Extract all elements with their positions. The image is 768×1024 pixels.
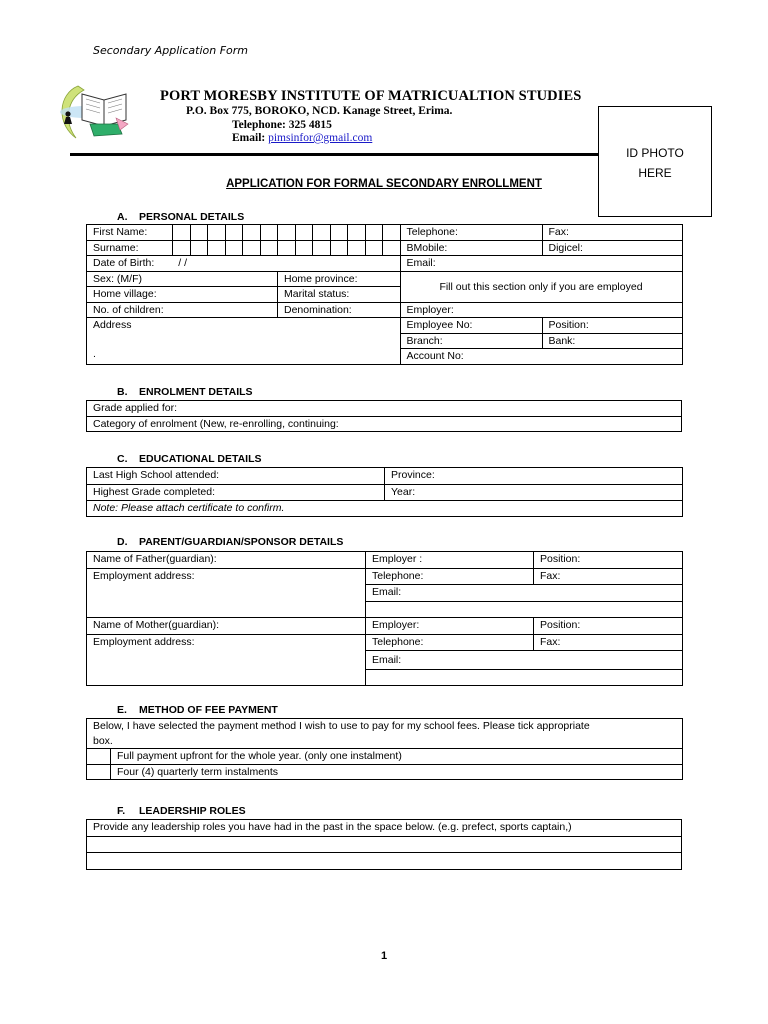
- section-b-heading: [117, 386, 253, 398]
- surname-box[interactable]: [383, 240, 401, 256]
- marital-status-field[interactable]: Marital status:: [278, 287, 401, 303]
- section-title: ENROLMENT DETAILS: [139, 386, 253, 398]
- institute-name: PORT MORESBY INSTITUTE OF MATRICUALTION STUDIES: [160, 88, 582, 104]
- surname-box[interactable]: [330, 240, 348, 256]
- father-email-field[interactable]: Email:: [366, 585, 683, 602]
- home-village-field[interactable]: Home village:: [87, 287, 278, 303]
- first-name-box[interactable]: [365, 225, 383, 241]
- mother-employment-address-field[interactable]: Employment address:: [87, 634, 366, 686]
- denomination-field[interactable]: Denomination:: [278, 302, 401, 318]
- mother-telephone-field[interactable]: Telephone:: [366, 634, 534, 651]
- sex-field[interactable]: Sex: (M/F): [87, 271, 278, 287]
- surname-box[interactable]: [190, 240, 208, 256]
- first-name-box[interactable]: [383, 225, 401, 241]
- section-c-heading: [117, 453, 262, 465]
- highest-grade-field[interactable]: Highest Grade completed:: [87, 484, 385, 501]
- first-name-box[interactable]: [190, 225, 208, 241]
- surname-box[interactable]: [365, 240, 383, 256]
- father-extra-line[interactable]: [366, 601, 683, 618]
- first-name-box[interactable]: [330, 225, 348, 241]
- employer-field[interactable]: Employer:: [400, 302, 682, 318]
- province-field[interactable]: Province:: [385, 468, 683, 485]
- last-school-field[interactable]: Last High School attended:: [87, 468, 385, 485]
- email-link[interactable]: pimsinfor@gmail.com: [268, 132, 373, 144]
- address-label: Address: [93, 319, 132, 331]
- institute-telephone: Telephone: 325 4815: [232, 119, 332, 131]
- full-payment-option: Full payment upfront for the whole year. (only one instalment): [111, 749, 683, 765]
- grade-applied-field[interactable]: Grade applied for:: [87, 401, 682, 417]
- children-field[interactable]: No. of children:: [87, 302, 278, 318]
- surname-box[interactable]: [313, 240, 331, 256]
- surname-box[interactable]: [243, 240, 261, 256]
- section-title: METHOD OF FEE PAYMENT: [139, 704, 278, 716]
- email-field[interactable]: Email:: [400, 256, 682, 272]
- enrolment-category-field[interactable]: Category of enrolment (New, re-enrolling, continuing:: [87, 416, 682, 432]
- educational-details-table: [86, 467, 683, 517]
- employee-no-field[interactable]: Employee No:: [400, 318, 542, 334]
- leadership-intro: Provide any leadership roles you have had in the past in the space below. (e.g. prefect, sports captain,): [87, 820, 682, 837]
- mother-position-field[interactable]: Position:: [534, 618, 683, 635]
- fee-intro-line1: Below, I have selected the payment method I wish to use to pay for my school fees. Please tick appropriate: [93, 720, 590, 732]
- section-letter: A.: [117, 211, 128, 223]
- section-letter: C.: [117, 453, 128, 465]
- first-name-box[interactable]: [260, 225, 278, 241]
- fee-payment-table: [86, 718, 683, 780]
- personal-details-table: [86, 224, 683, 365]
- bmobile-field[interactable]: BMobile:: [400, 240, 542, 256]
- telephone-field[interactable]: Telephone:: [400, 225, 542, 241]
- full-payment-checkbox[interactable]: [87, 749, 111, 765]
- section-a-heading: [117, 211, 244, 223]
- father-name-field[interactable]: Name of Father(guardian):: [87, 552, 366, 569]
- dob-separators: / /: [178, 257, 188, 269]
- institute-address: P.O. Box 775, BOROKO, NCD. Kanage Street, Erima.: [186, 105, 453, 117]
- surname-box[interactable]: [278, 240, 296, 256]
- section-e-heading: [117, 704, 278, 716]
- father-employment-address-field[interactable]: Employment address:: [87, 568, 366, 618]
- form-tag: Secondary Application Form: [93, 44, 249, 57]
- surname-box[interactable]: [295, 240, 313, 256]
- institute-logo: [48, 80, 158, 144]
- section-title: PARENT/GUARDIAN/SPONSOR DETAILS: [139, 536, 344, 548]
- surname-box[interactable]: [208, 240, 226, 256]
- first-name-box[interactable]: [313, 225, 331, 241]
- fee-payment-intro: [87, 719, 683, 749]
- certificate-note: Note: Please attach certificate to confirm.: [87, 501, 683, 517]
- id-photo-box: [598, 106, 712, 217]
- first-name-box[interactable]: [348, 225, 366, 241]
- photo-label-2: HERE: [638, 166, 672, 180]
- mother-email-field[interactable]: Email:: [366, 651, 683, 670]
- email-label: Email:: [232, 132, 269, 144]
- mother-fax-field[interactable]: Fax:: [534, 634, 683, 651]
- section-letter: B.: [117, 386, 128, 398]
- quarterly-payment-option: Four (4) quarterly term instalments: [111, 764, 683, 780]
- leadership-line[interactable]: [87, 836, 682, 853]
- first-name-box[interactable]: [295, 225, 313, 241]
- father-position-field[interactable]: Position:: [534, 552, 683, 569]
- first-name-box[interactable]: [173, 225, 191, 241]
- account-no-field[interactable]: Account No:: [400, 349, 682, 365]
- first-name-box[interactable]: [208, 225, 226, 241]
- surname-box[interactable]: [260, 240, 278, 256]
- form-title: [0, 178, 768, 190]
- mother-extra-line[interactable]: [366, 669, 683, 686]
- address-dot: .: [93, 348, 96, 360]
- surname-box[interactable]: [173, 240, 191, 256]
- first-name-box[interactable]: [225, 225, 243, 241]
- first-name-label: First Name:: [87, 225, 173, 241]
- surname-label: Surname:: [87, 240, 173, 256]
- section-d-heading: [117, 536, 343, 548]
- parent-details-table: [86, 551, 683, 686]
- section-title: LEADERSHIP ROLES: [139, 805, 246, 817]
- first-name-box[interactable]: [243, 225, 261, 241]
- institute-email: [232, 132, 372, 144]
- section-letter: E.: [117, 704, 127, 716]
- surname-box[interactable]: [348, 240, 366, 256]
- leadership-line[interactable]: [87, 853, 682, 870]
- dob-field[interactable]: [87, 256, 401, 272]
- mother-employer-field[interactable]: Employer:: [366, 618, 534, 635]
- father-fax-field[interactable]: Fax:: [534, 568, 683, 585]
- father-telephone-field[interactable]: Telephone:: [366, 568, 534, 585]
- photo-label-1: ID PHOTO: [626, 146, 684, 160]
- enrolment-details-table: [86, 400, 682, 432]
- fee-intro-line2: box.: [93, 734, 113, 747]
- position-field[interactable]: Position:: [542, 318, 682, 334]
- form-title-text: APPLICATION FOR FORMAL SECONDARY ENROLLMENT: [226, 178, 542, 190]
- address-field[interactable]: [87, 318, 401, 365]
- father-employer-field[interactable]: Employer :: [366, 552, 534, 569]
- surname-box[interactable]: [225, 240, 243, 256]
- bank-field[interactable]: Bank:: [542, 333, 682, 349]
- section-letter: D.: [117, 536, 128, 548]
- section-title: EDUCATIONAL DETAILS: [139, 453, 262, 465]
- dob-label: Date of Birth:: [93, 257, 155, 269]
- quarterly-payment-checkbox[interactable]: [87, 764, 111, 780]
- section-letter: F.: [117, 805, 126, 817]
- leadership-roles-table: [86, 819, 682, 870]
- header-divider: [70, 153, 598, 156]
- branch-field[interactable]: Branch:: [400, 333, 542, 349]
- employed-note: Fill out this section only if you are employed: [400, 271, 682, 302]
- fax-field[interactable]: Fax:: [542, 225, 682, 241]
- year-field[interactable]: Year:: [385, 484, 683, 501]
- first-name-box[interactable]: [278, 225, 296, 241]
- section-f-heading: [117, 805, 246, 817]
- digicel-field[interactable]: Digicel:: [542, 240, 682, 256]
- section-title: PERSONAL DETAILS: [139, 211, 245, 223]
- page-number: 1: [380, 950, 388, 962]
- home-province-field[interactable]: Home province:: [278, 271, 401, 287]
- mother-name-field[interactable]: Name of Mother(guardian):: [87, 618, 366, 635]
